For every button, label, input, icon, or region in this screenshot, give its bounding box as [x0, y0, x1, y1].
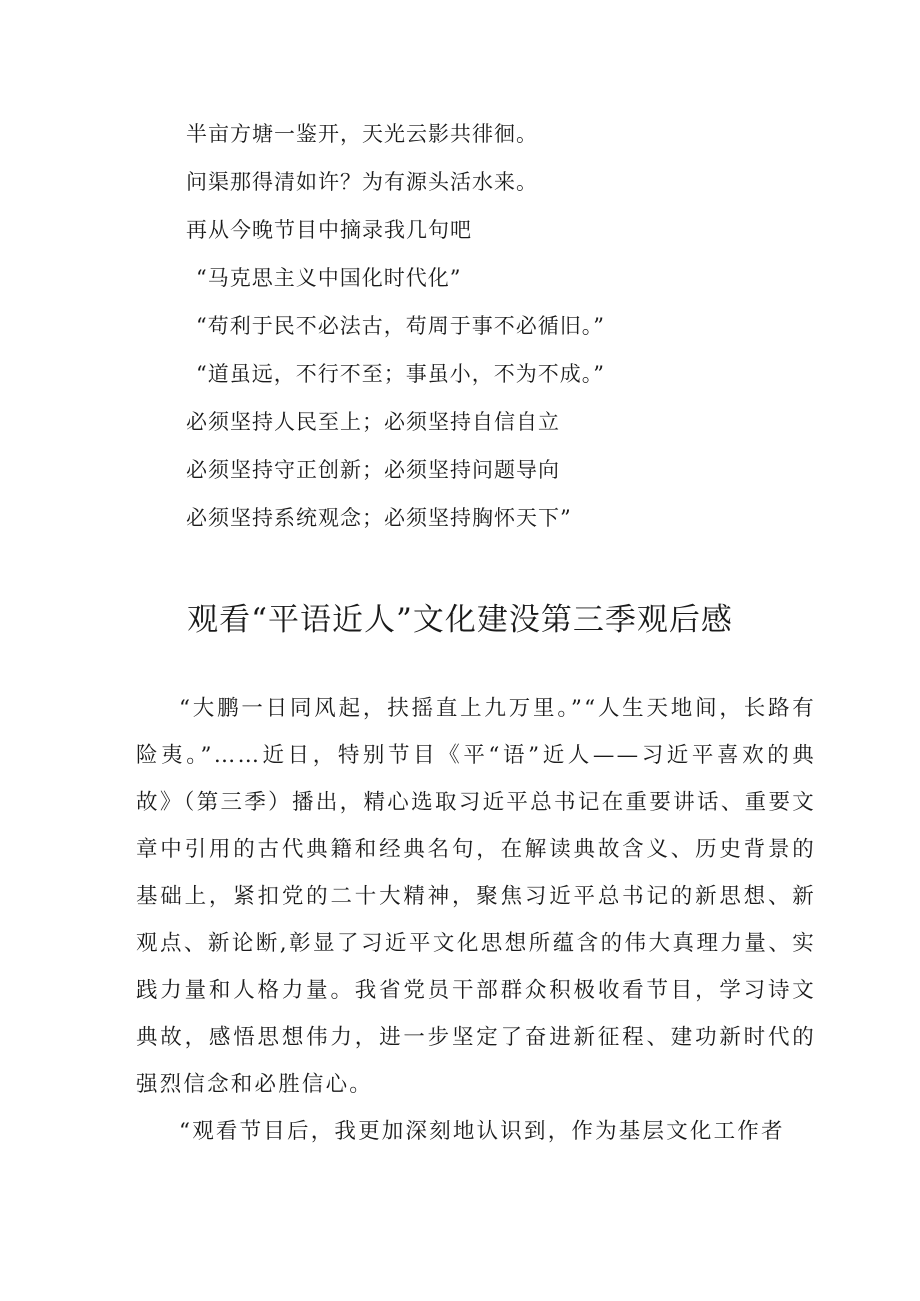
poem-line: 再从今晚节目中摘录我几句吧 [186, 218, 472, 242]
poem-line: 必须坚持人民至上；必须坚持自信自立 [186, 410, 560, 434]
poem-line: 必须坚持系统观念；必须坚持胸怀天下” [186, 506, 572, 530]
body-paragraph: “观看节目后，我更加深刻地认识到，作为基层文化工作者 [179, 1119, 785, 1144]
poem-line: 半亩方塘一鉴开，天光云影共徘徊。 [186, 122, 538, 146]
poem-line: 必须坚持守正创新；必须坚持问题导向 [186, 458, 560, 482]
poem-line: “马克思主义中国化时代化” [196, 266, 462, 290]
body-paragraph: “大鹏一日同风起，扶摇直上九万里。”“人生天地间，长路有险夷。”……近日，特别节目《平“语”近人——习近平喜欢的典故》（第三季）播出，精心选取习近平总书记在重要讲话、重要文章中引用的古代典籍和经典名句，在解读典故含义、历史背景的基础上，紧扣党的二十大精神，聚焦习近平总书记的新思想、新观点、新论断,彰显了习近平文化思想所蕴含的伟大真理力量、实践力量和人格力量。我省党员干部群众积极收看节目，学习诗文典故，感悟思想伟力，进一步坚定了奋进新征程、建功新时代的强烈信念和必胜信心。 [136, 696, 816, 1097]
poem-block [186, 110, 826, 542]
article-body [136, 685, 816, 1155]
poem-line: “道虽远，不行不至；事虽小，不为不成。” [196, 362, 605, 386]
poem-line: “苟利于民不必法古，苟周于事不必循旧。” [196, 314, 605, 338]
poem-line: 问渠那得清如许？为有源头活水来。 [186, 170, 538, 194]
article-title: 观看“平语近人”文化建没第三季观后感 [187, 602, 733, 638]
